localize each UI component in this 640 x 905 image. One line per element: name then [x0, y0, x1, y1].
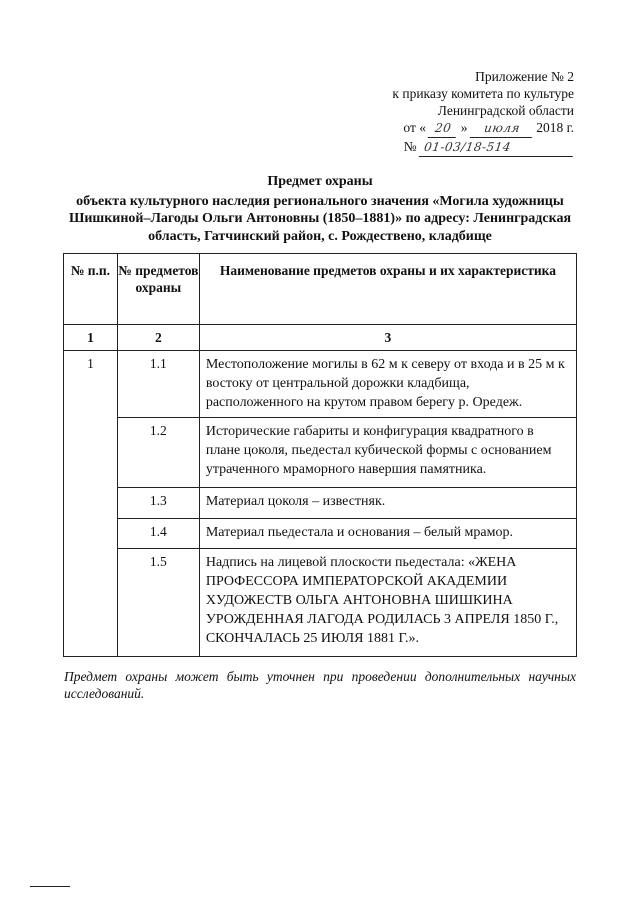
appendix-block: [334, 68, 574, 157]
date-prefix: от «: [403, 120, 426, 135]
row-number-cell: 1.3: [117, 488, 199, 519]
date-mid: »: [460, 120, 468, 135]
col-number-2: 2: [117, 325, 199, 351]
col-number-3: 3: [199, 325, 576, 351]
footer-divider: [30, 886, 70, 887]
table-row: [64, 488, 577, 519]
document-title: [60, 173, 580, 245]
table-column-numbers-row: [64, 325, 577, 351]
row-text: Материал пьедестала и основания – белый мрамор.: [205, 525, 513, 540]
order-number-handwritten: 01-03/18-514: [419, 139, 576, 157]
title-object: объекта культурного наследия регионального значения «Могила художницы Шишкиной–Лагоды Ольги Антоновны (1850–1881)» по адресу: Ленинградская область, Гатчинский район, с. Рождествено, кладбище: [68, 193, 572, 244]
row-text-cell: [199, 488, 576, 519]
number-prefix: №: [403, 139, 417, 154]
table-header-row: [64, 254, 577, 325]
header-subject-number: № предметов охраны: [117, 254, 199, 325]
row-text-cell: [199, 519, 576, 549]
row-text: Материал цоколя – известняк.: [205, 494, 386, 509]
row-number-cell: 1.1: [117, 351, 199, 418]
row-number-cell: 1.4: [117, 519, 199, 549]
header-subject-name: Наименование предметов охраны и их характеристика: [199, 254, 576, 325]
row-text: Исторические габариты и конфигурация квадратного в плане цоколя, пьедестал кубической формы с основанием утраченного мраморного навершия памятника.: [205, 424, 552, 477]
row-number-cell: 1.5: [117, 549, 199, 657]
appendix-date-line: [334, 119, 574, 138]
table-row: [64, 418, 577, 488]
col-number-1: 1: [64, 325, 118, 351]
row-text: Надпись на лицевой плоскости пьедестала: «ЖЕНА ПРОФЕССОРА ИМПЕРАТОРСКОЙ АКАДЕМИИ ХУДОЖЕСТВ ОЛЬГА АНТОНОВНА ШИШКИНА УРОЖДЕННАЯ ЛАГОДА РОДИЛАСЬ 3 АПРЕЛЯ 1850 Г., СКОНЧАЛАСЬ 25 ИЮЛЯ 1881 Г.».: [205, 555, 559, 646]
appendix-region-line: Ленинградской области: [437, 103, 574, 118]
row-number-cell: 1.2: [117, 418, 199, 488]
title-main: Предмет охраны: [267, 174, 373, 189]
row-text-cell: [199, 351, 576, 418]
group-number-cell: 1: [64, 351, 118, 657]
date-day-handwritten: 20: [428, 120, 459, 138]
table-row: [64, 351, 577, 418]
row-text-cell: [199, 549, 576, 657]
table-row: [64, 549, 577, 657]
footnote: Предмет охраны может быть уточнен при проведении дополнительных научных исследований.: [64, 669, 576, 701]
appendix-title: Приложение № 2: [475, 69, 574, 84]
appendix-order-line: к приказу комитета по культуре: [392, 86, 574, 101]
row-text: Местоположение могилы в 62 м к северу от входа и в 25 м к востоку от центральной дорожки кладбища, расположенного на крутом правом берегу р. Оредеж.: [205, 357, 565, 410]
row-text-cell: [199, 418, 576, 488]
date-year: 2018 г.: [536, 120, 574, 135]
table-row: [64, 519, 577, 549]
protection-subject-table: [63, 253, 577, 657]
header-item-number: № п.п.: [64, 254, 118, 325]
date-month-handwritten: июля: [470, 120, 535, 138]
appendix-number-line: [334, 138, 574, 157]
